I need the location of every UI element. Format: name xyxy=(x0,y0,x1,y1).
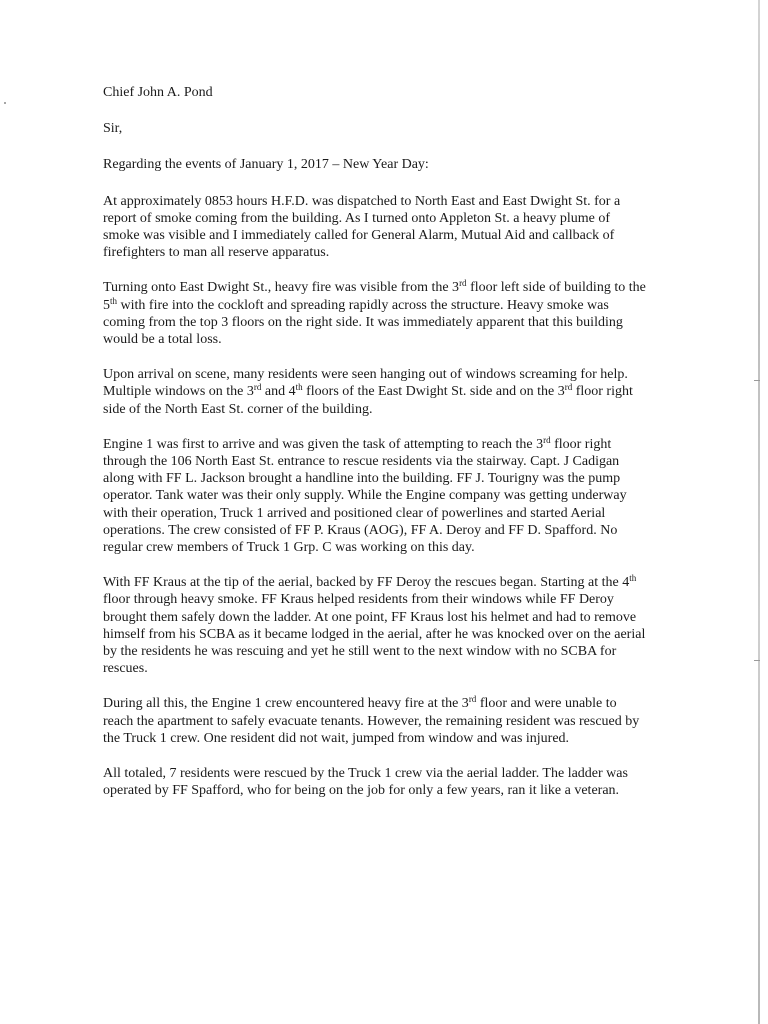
paragraph-text: floor through heavy smoke. FF Kraus helped residents from their windows while FF Deroy brought them safely down the ladder. At one point, FF Kraus lost his helmet and had to remove himself from his SCBA as it became lodged in the aerial, after he was knocked over on the aerial by the residents he was rescuing and yet he still went to the next window with no SCBA for rescues. xyxy=(103,592,646,677)
paragraph-text: Upon arrival on scene, many residents were seen hanging out of windows screaming for help. Multiple windows on the 3 xyxy=(103,367,628,400)
letter-body xyxy=(103,84,648,818)
paragraph-text: Engine 1 was first to arrive and was given the task of attempting to reach the 3 xyxy=(103,436,544,452)
ordinal-suffix: th xyxy=(295,382,303,393)
paragraph-text: All totaled, 7 residents were rescued by the Truck 1 crew via the aerial ladder. The ladder was operated by FF Spafford, who for being on the job for only a few years, ran it like a veteran. xyxy=(103,766,628,799)
letter-salutation: Sir, xyxy=(103,121,123,137)
letter-subject: Regarding the events of January 1, 2017 – New Year Day: xyxy=(103,157,429,173)
ordinal-suffix: rd xyxy=(253,382,262,393)
paragraph-text: floors of the East Dwight St. side and on the 3 xyxy=(302,384,565,400)
letter-addressee: Chief John A. Pond xyxy=(103,85,213,100)
paragraph-text: Turning onto East Dwight St., heavy fire was visible from the 3 xyxy=(103,280,460,296)
paragraph-text: floor and were unable to reach the apartment to safely evacuate tenants. However, the remaining resident was rescued by the Truck 1 crew. One resident did not wait, jumped from window and was injured. xyxy=(103,696,640,746)
paragraph-text: floor right through the 106 North East St. entrance to rescue residents via the stairway. Capt. J Cadigan along with FF L. Jackson brought a handline into the building. FF J. Tourigny was the pump operator. Tank water was their only supply. While the Engine company was getting underway with their operation, Truck 1 arrived and positioned clear of powerlines and started Aerial operations. The crew consisted of FF P. Kraus (AOG), FF A. Deroy and FF D. Spafford. No regular crew members of Truck 1 Grp. C was working on this day. xyxy=(103,436,627,556)
paragraph-text: and 4 xyxy=(261,384,296,400)
letter-paragraph xyxy=(103,436,648,556)
ordinal-suffix: rd xyxy=(459,278,467,289)
ordinal-suffix: rd xyxy=(468,694,477,705)
ordinal-suffix: rd xyxy=(564,382,573,393)
scan-page-edge xyxy=(758,0,760,1024)
paragraph-text: floor left side of building to the 5 xyxy=(103,280,646,313)
letter-paragraph xyxy=(103,366,648,418)
letter-paragraph xyxy=(103,574,648,677)
scan-edge-mark xyxy=(754,380,760,381)
ordinal-suffix: rd xyxy=(543,434,551,445)
paragraph-text: floor right side of the North East St. corner of the building. xyxy=(103,384,633,417)
letter-paragraph xyxy=(103,695,648,747)
letter-paragraph xyxy=(103,765,648,799)
paragraph-text: At approximately 0853 hours H.F.D. was dispatched to North East and East Dwight St. for a report of smoke coming from the building. As I turned onto Appleton St. a heavy plume of smoke was visible and I immediately called for General Alarm, Mutual Aid and callback of firefighters to man all reserve apparatus. xyxy=(103,193,621,261)
paragraph-text: During all this, the Engine 1 crew encountered heavy fire at the 3 xyxy=(103,696,469,712)
scan-edge-mark xyxy=(754,660,760,661)
ordinal-suffix: th xyxy=(629,573,637,584)
letter-paragraph xyxy=(103,193,648,262)
scan-artifact-dot xyxy=(4,102,6,104)
ordinal-suffix: th xyxy=(110,295,118,306)
paragraph-text: With FF Kraus at the tip of the aerial, backed by FF Deroy the rescues began. Starting at the 4 xyxy=(103,575,630,591)
letter-paragraph xyxy=(103,279,648,348)
paragraph-text: with fire into the cockloft and spreading rapidly across the structure. Heavy smoke was coming from the top 3 floors on the right side. It was immediately apparent that this building would be a total loss. xyxy=(103,297,623,348)
